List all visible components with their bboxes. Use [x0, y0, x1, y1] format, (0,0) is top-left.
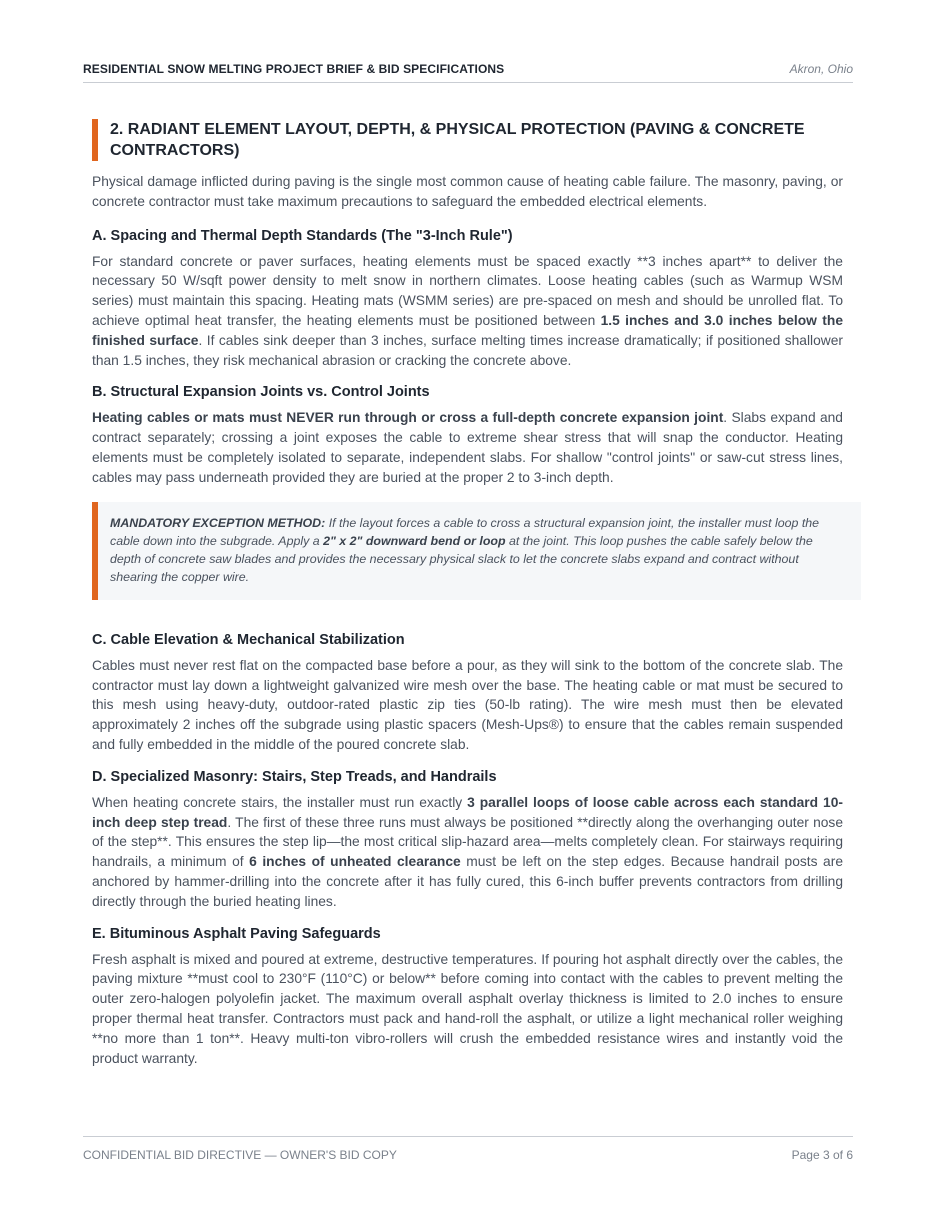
subsection-d-text-2: . The first of these three runs must always be positioned **directly along the overhanging outer nose of the step**. This ensures the step lip—the most critical slip-hazard area—melts completely clean. For stairways requiring handrails, a minimum of — [92, 814, 844, 870]
callout-label: MANDATORY EXCEPTION METHOD: — [110, 515, 326, 530]
subsection-e-paragraph: Fresh asphalt is mixed and poured at extreme, destructive temperatures. If pouring hot asphalt directly over the cables, the paving mixture **must cool to 230°F (110°C) or below** before coming into contact with the cables to prevent melting the outer zero-halogen polyolefin jacket. The maximum overall asphalt overlay thickness is limited to 2.0 inches to ensure proper thermal heat transfer. Contractors must pack and hand-roll the asphalt, or utilize a light mechanical roller weighing **no more than 1 ton**. Heavy multi-ton vibro-rollers will crush the embedded resistance wires and instantly void the product warranty. — [92, 951, 843, 1066]
subsection-e-heading: E. Bituminous Asphalt Paving Safeguards — [92, 925, 381, 942]
section-heading — [92, 119, 870, 161]
subsection-b-heading: B. Structural Expansion Joints vs. Control Joints — [92, 384, 430, 401]
subsection-a-paragraph — [92, 252, 843, 371]
subsection-a-text-2: . If cables sink deeper than 3 inches, surface melting times increase dramatically; if positioned shallower than 1.5 inches, they risk mechanical abrasion or cracking the concrete above. — [92, 332, 843, 368]
section-title: 2. RADIANT ELEMENT LAYOUT, DEPTH, & PHYSICAL PROTECTION (PAVING & CONCRETE CONTRACTORS) — [110, 121, 805, 159]
callout-text-1: If the layout forces a cable to cross a structural expansion joint, the installer must loop the cable down into the subgrade. Apply a — [110, 515, 820, 548]
section-content — [92, 172, 843, 1068]
header-location: Akron, Ohio — [789, 62, 853, 76]
page-footer — [83, 1136, 853, 1161]
subsection-c-paragraph: Cables must never rest flat on the compacted base before a pour, as they will sink to the bottom of the concrete slab. The contractor must lay down a lightweight galvanized wire mesh over the base. The heating cable or mat must be secured to this mesh using heavy-duty, outdoor-rated plastic zip ties (50-lb rating). The wire mesh must then be elevated approximately 2 inches off the subgrade using plastic spacers (Mesh-Ups®) to ensure that the cables remain suspended and fully embedded in the middle of the poured concrete slab. — [92, 657, 843, 752]
subsection-d-text-1: When heating concrete stairs, the installer must run exactly — [92, 794, 468, 810]
subsection-c-heading: C. Cable Elevation & Mechanical Stabilization — [92, 631, 405, 648]
page-header — [83, 62, 853, 83]
footer-confidential-note: CONFIDENTIAL BID DIRECTIVE — OWNER'S BID COPY — [83, 1148, 397, 1162]
callout-wrapper — [92, 502, 843, 600]
callout-text-2: at the joint. This loop pushes the cable safely below the depth of concrete saw blades and provides the necessary physical slack to let the concrete slabs expand and contract without shearing the copper wire. — [110, 533, 813, 585]
subsection-b-text-1: . Slabs expand and contract separately; crossing a joint exposes the cable to extreme shear stress that will snap the conductor. Heating elements must be completely isolated to separate, independent slabs. For shallow "control joints" or saw-cut stress lines, cables may pass underneath provided they are buried at the proper 2 to 3-inch depth. — [92, 410, 843, 485]
subsection-b-paragraph — [92, 408, 843, 487]
callout-bold-1: 2" x 2" downward bend or loop — [323, 533, 506, 548]
exception-callout — [92, 502, 861, 600]
subsection-a-text-1: For standard concrete or paver surfaces, heating elements must be spaced exactly **3 inches apart** to deliver the necessary 50 W/sqft power density to melt snow in northern climates. Loose heating cables (such as Warmup WSM series) must maintain this spacing. Heating mats (WSMM series) are pre-spaced on mesh and should be unrolled flat. To achieve optimal heat transfer, the heating elements must be positioned between — [92, 253, 843, 328]
footer-page-number: Page 3 of 6 — [791, 1148, 853, 1162]
subsection-d-text-3: must be left on the step edges. Because handrail posts are anchored by hammer-drilling into the concrete after it has fully cured, this 6-inch buffer prevents contractors from drilling directly through the buried heating lines. — [92, 854, 844, 909]
subsection-d-paragraph — [92, 793, 843, 912]
subsection-d-bold-1: 3 parallel loops of loose cable across each standard 10-inch deep step tread — [92, 794, 843, 830]
header-title: RESIDENTIAL SNOW MELTING PROJECT BRIEF & BID SPECIFICATIONS — [83, 62, 505, 76]
subsection-b-bold-1: Heating cables or mats must NEVER run through or cross a full-depth concrete expansion joint — [92, 410, 724, 426]
section-intro: Physical damage inflicted during paving is the single most common cause of heating cable failure. The masonry, paving, or concrete contractor must take maximum precautions to safeguard the embedded electrical elements. — [92, 174, 843, 209]
callout-paragraph — [110, 514, 847, 587]
subsection-a-bold-1: 1.5 inches and 3.0 inches below the finished surface — [92, 312, 843, 348]
subsection-d-heading: D. Specialized Masonry: Stairs, Step Treads, and Handrails — [92, 768, 497, 785]
subsection-a-heading: A. Spacing and Thermal Depth Standards (The "3-Inch Rule") — [92, 227, 513, 244]
subsection-d-bold-2: 6 inches of unheated clearance — [249, 854, 461, 870]
